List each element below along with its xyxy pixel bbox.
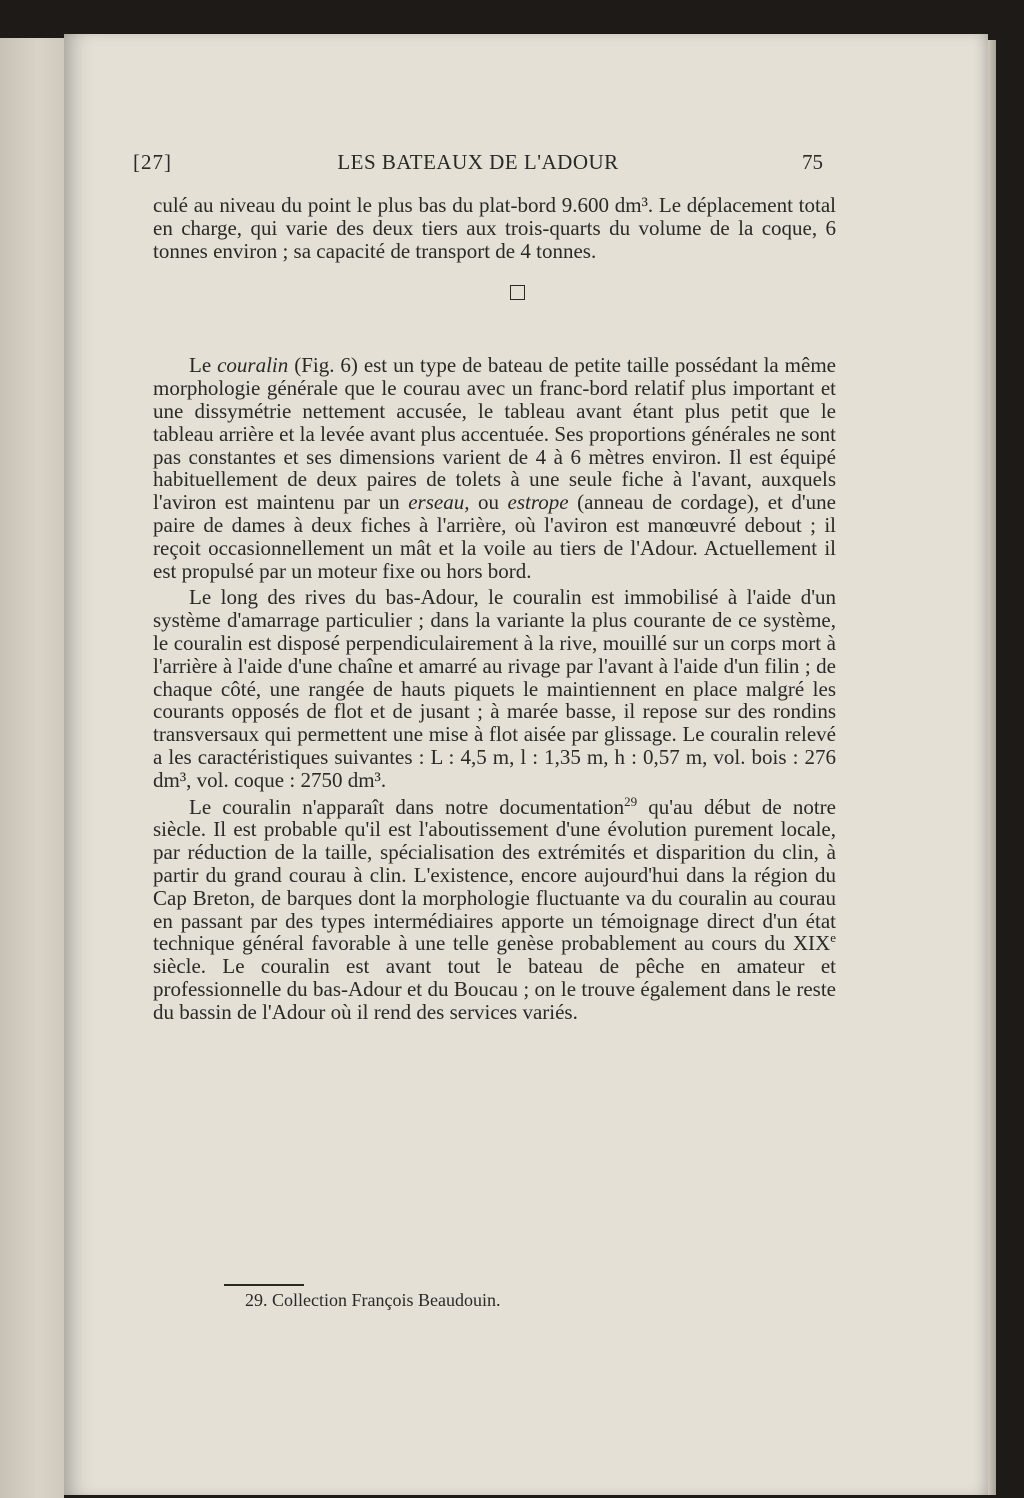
term-estrope: estrope [507,490,569,515]
footnote: 29. Collection François Beaudouin. [245,1290,501,1310]
running-header [133,150,823,190]
paragraph-2: Le couralin (Fig. 6) est un type de bateau de petite taille possédant la même morphologie générale que le courau avec un franc-bord relatif plus important et une dissymétrie nettement accusée, le tableau avant étant plus petit que le tableau arrière et la levée avant plus accentuée. Ses proportions générales ne sont pas constantes et ses dimensions varient de 4 à 6 mètres environ. Il est équipé habituellement de deux paires de tolets à une seule fiche à l'avant, auxquels l'aviron est maintenu par un erseau, ou estrope (anneau de cordage), et d'une paire de dames à deux fiches à l'arrière, où l'aviron est manœuvré debout ; il reçoit occasionnellement un mât et la voile au tiers de l'Adour. Actuellement il est propulsé par un moteur fixe ou hors bord. [153,353,836,583]
term-erseau: erseau, [408,490,470,515]
square-ornament-icon [510,285,525,300]
superscript-e: e [830,930,836,946]
page-stack-edge [988,40,996,1495]
page-number: 75 [802,150,823,174]
footnote-rule [224,1284,304,1286]
section-ornament [153,262,836,354]
paragraph-4: Le couralin n'apparaît dans notre documentation$^{29}$ qu'au début de notre siècle. Il est probable qu'il est l'aboutissement d'une évolution purement locale, par réduction de la taille, spécialisation des extrémités et disparition du clin, à partir du grand courau à clin. L'existence, encore aujourd'hui dans la région du Cap Breton, de barques dont la morphologie fluctuante va du couralin au courau en passant par des types intermédiaires apporte un témoignage direct d'un état technique général favorable à une telle genèse probablement au cours du XIXe siècle. Le couralin est avant tout le bateau de pêche en amateur et professionnelle du bas-Adour et du Boucau ; on le trouve également dans le reste du bassin de l'Adour où il rend des services variés. [153,793,836,1024]
folio: [27] [133,150,172,174]
footnote-ref: 29 [624,793,638,809]
paragraph-3: Le long des rives du bas-Adour, le couralin est immobilisé à l'aide d'un système d'amarrage particulier ; dans la variante la plus courante de ce système, le couralin est disposé perpendiculairement à la rive, mouillé sur un corps mort à l'arrière à l'aide d'une chaîne et amarré au rivage par l'avant à l'aide d'un filin ; de chaque côté, une rangée de hauts piquets le maintiennent en place malgré les courants opposés de flot et de jusant ; à marée basse, il repose sur des rondins transversaux qui permettent une mise à flot aisée par glissage. Le couralin relevé a les caractéristiques suivantes : L : 4,5 m, l : 1,35 m, h : 0,57 m, vol. bois : 276 dm³, vol. coque : 2750 dm³. [153,585,836,792]
facing-page-edge [0,38,64,1498]
term-couralin: couralin [217,353,289,378]
paragraph-1: culé au niveau du point le plus bas du plat-bord 9.600 dm³. Le déplacement total en charge, qui varie des deux tiers aux trois-quarts du volume de la coque, 6 tonnes environ ; sa capacité de transport de 4 tonnes. [153,193,836,263]
running-title: LES BATEAUX DE L'ADOUR [337,150,619,174]
body-text [153,194,836,1024]
